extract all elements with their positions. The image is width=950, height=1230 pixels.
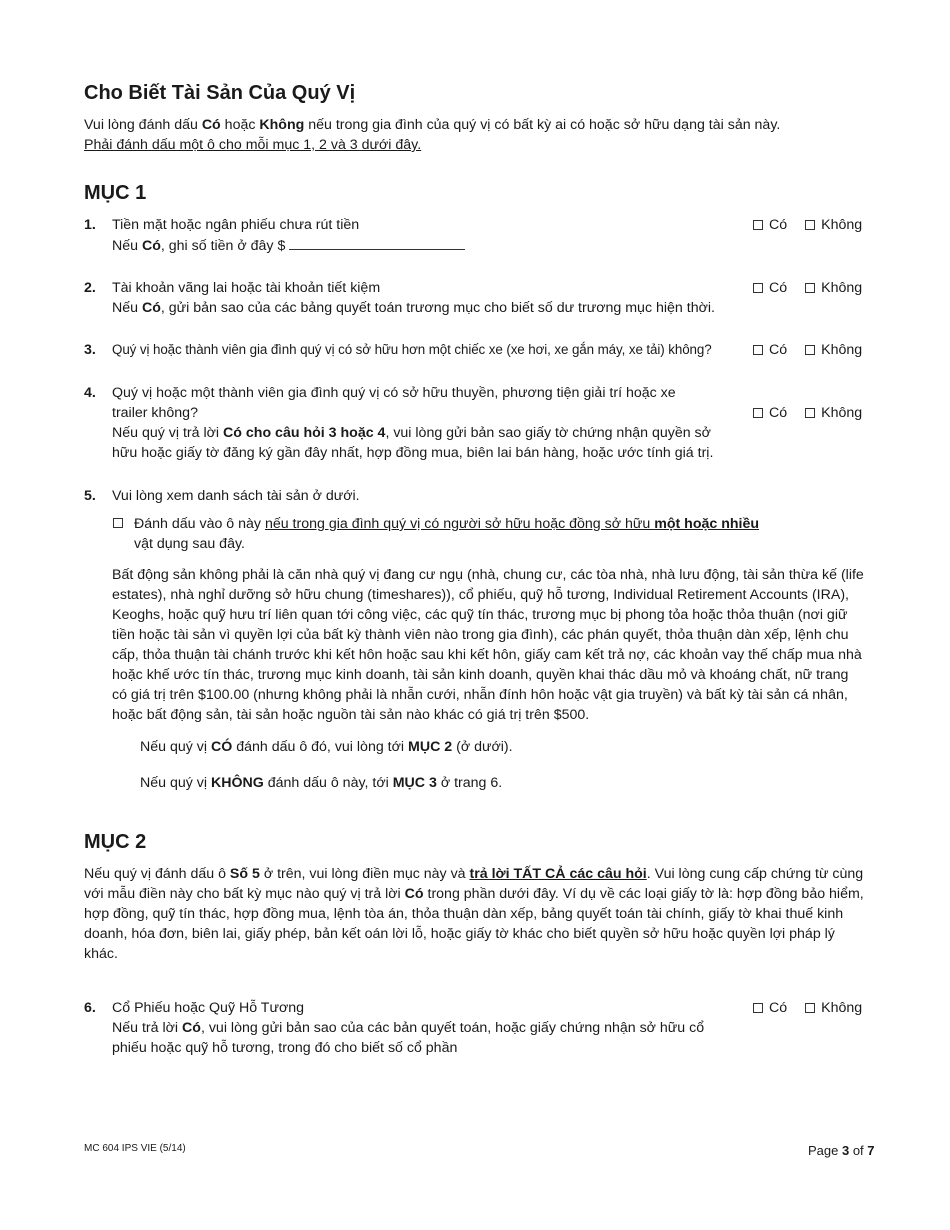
question-6-options — [753, 998, 862, 1018]
question-2-text — [112, 278, 762, 318]
option-label: Có — [769, 405, 788, 421]
q1-text: , ghi số tiền ở đây $ — [160, 238, 286, 254]
q1-yes: Có — [141, 238, 161, 254]
page-of: of — [849, 1143, 868, 1158]
question-6-number: 6. — [84, 1000, 96, 1016]
q5-text: Nếu quý vị — [140, 775, 211, 791]
question-4-number: 4. — [84, 385, 96, 401]
question-3-number: 3. — [84, 342, 96, 358]
s2-text: trong phần dưới đây. Ví dụ về các loại giấy tờ là: hợp đồng bảo hiểm, hợp đồng, quỹ tín thác, hợp đồng mua, lệnh tòa án, thỏa thuận dàn xếp, bảng quyết toán tài chính, giấy tờ khai thuế kinh doanh, hóa đơn, biên lai, giấy phép, bản kết oán lời lỗ, hoặc giấy tờ khác cho biết quyền sở hữu hoặc quyền lợi pháp lý khác. — [84, 886, 864, 962]
option-label: Không — [821, 280, 863, 296]
page-number — [808, 1143, 875, 1159]
assets-checkbox-line-1 — [134, 514, 834, 534]
cash-amount-field[interactable] — [289, 235, 465, 250]
checkbox-icon[interactable] — [753, 283, 763, 293]
question-4-text — [112, 383, 762, 463]
question-1-line-2 — [112, 235, 762, 256]
q4-no-option[interactable] — [805, 403, 862, 423]
question-6-line-2 — [112, 1018, 732, 1038]
option-label: Không — [821, 405, 863, 421]
option-label: Có — [769, 280, 788, 296]
question-6-line-3: phiếu hoặc quỹ hỗ tương, trong đó cho biết số cổ phần — [112, 1040, 458, 1056]
option-label: Không — [821, 217, 863, 233]
q6-yes: Có — [182, 1020, 201, 1036]
q6-text: Nếu trả lời — [112, 1020, 183, 1036]
q2-text: Nếu — [112, 300, 142, 316]
q4-text: , vui lòng gửi bản sao giấy tờ chứng nhận quyền sở — [385, 425, 711, 441]
checkbox-icon[interactable] — [805, 345, 815, 355]
s2-bold: Có — [404, 886, 424, 902]
if-yes-instruction — [140, 737, 513, 757]
option-label: Có — [769, 342, 788, 358]
question-1-line-1: Tiền mặt hoặc ngân phiếu chưa rút tiền — [112, 217, 360, 233]
question-5-text: Vui lòng xem danh sách tài sản ở dưới. — [112, 488, 360, 504]
q5-bold: MỤC 2 — [408, 739, 453, 755]
q1-no-option[interactable] — [805, 215, 862, 235]
checkbox-icon[interactable] — [753, 220, 763, 230]
checkbox-icon[interactable] — [753, 345, 763, 355]
assets-list-paragraph: Bất động sản không phải là căn nhà quý vị đang cư ngụ (nhà, chung cư, các tòa nhà, nhà lưu động, tài sản thừa kế (life estates), nhà nghỉ dưỡng sở hữu chung (timeshares)), cổ phiếu, quỹ hỗ tương, Individual Retirement Accounts (IRA), Keoghs, hoặc quỹ hưu trí liên quan tới công việc, các quỹ tín thác, trương mục bị phong tỏa hoặc thỏa thuận (nơi giữ tiền hoặc tài sản vì quyền lợi của bất kỳ thành viên nào trong gia đình), các phán quyết, thỏa thuận dàn xếp, lệnh chu cấp, thỏa thuận tài chánh trước khi kết hôn hoặc sau khi kết hôn, giấy cam kết trả nợ, các khoản vay thế chấp mua nhà hoặc khế ước tín thác, trương mục kinh doanh, tài sản kinh doanh, quyền khai thác dầu mỏ và khoáng chất, nữ trang có giá trị trên $100.00 (nhưng không phải là nhẫn cưới, nhẫn đính hôn hoặc vật gia truyền) và bất kỳ tài sản cá nhân, hoặc bất động sản, tài sản hoặc nguồn tài sản nào khác có giá trị trên $500. — [112, 567, 864, 723]
q2-text: , gửi bản sao của các bảng quyết toán trương mục cho biết số dư trương mục hiện thời. — [160, 300, 715, 316]
s2-bold-underlined: trả lời TẤT CẢ các câu hỏi — [469, 866, 647, 882]
question-1-options — [753, 215, 862, 235]
q5-text: (ở dưới). — [452, 739, 513, 755]
section-2-heading: MỤC 2 — [84, 831, 147, 853]
q5-bold: MỤC 3 — [392, 775, 437, 791]
q5-text: đánh dấu ô đó, vui lòng tới — [232, 739, 409, 755]
s2-bold: Số 5 — [229, 866, 260, 882]
checkbox-icon[interactable] — [805, 220, 815, 230]
s2-text: . Vui lòng cung cấp chứng từ cùng với mẫu điền này cho bất kỳ mục nào quý vị trả lời — [84, 866, 864, 902]
q5-text: Đánh dấu vào ô này — [134, 516, 265, 532]
assets-checkbox[interactable] — [113, 518, 123, 528]
q1-yes-option[interactable] — [753, 215, 787, 235]
q5-bold: CÓ — [210, 739, 233, 755]
q2-yes-option[interactable] — [753, 278, 787, 298]
page-label: Page — [808, 1143, 842, 1158]
intro-text: nếu trong gia đình của quý vị có bất kỳ ai có hoặc sở hữu dạng tài sản này. — [304, 117, 781, 133]
q5-bold: KHÔNG — [210, 775, 264, 791]
question-3-options — [753, 340, 862, 360]
question-4-line-4: hữu hoặc giấy tờ đăng ký gần đây nhất, hợp đồng mua, biên lai bán hàng, hoặc ước tính giá trị. — [112, 445, 714, 461]
checkbox-icon[interactable] — [805, 1003, 815, 1013]
form-id: MC 604 IPS VIE (5/14) — [84, 1143, 186, 1154]
q4-text: Nếu quý vị trả lời — [112, 425, 224, 441]
intro-text: hoặc — [220, 117, 260, 133]
intro-no: Không — [259, 117, 305, 133]
q2-yes: Có — [141, 300, 161, 316]
option-label: Có — [769, 217, 788, 233]
question-2-line-2 — [112, 298, 762, 318]
intro-yes: Có — [201, 117, 221, 133]
question-2-line-1: Tài khoản vãng lai hoặc tài khoản tiết kiệm — [112, 280, 381, 296]
intro-line-2: Phải đánh dấu một ô cho mỗi mục 1, 2 và 3 dưới đây. — [84, 137, 422, 153]
s2-text: Nếu quý vị đánh dấu ô — [84, 866, 230, 882]
option-label: Không — [821, 342, 863, 358]
q3-yes-option[interactable] — [753, 340, 787, 360]
checkbox-icon[interactable] — [753, 1003, 763, 1013]
page-current: 3 — [841, 1143, 850, 1158]
q4-yes-option[interactable] — [753, 403, 787, 423]
question-1-number: 1. — [84, 217, 96, 233]
question-2-number: 2. — [84, 280, 96, 296]
q5-bold-underlined: một hoặc nhiều — [654, 516, 760, 532]
intro-text: Vui lòng đánh dấu — [84, 117, 202, 133]
section-1-heading: MỤC 1 — [84, 182, 147, 204]
page-title: Cho Biết Tài Sản Của Quý Vị — [84, 82, 356, 104]
q5-underlined: nếu trong gia đình quý vị có người sở hữu hoặc đồng sở hữu — [264, 516, 655, 532]
s2-text: ở trên, vui lòng điền mục này và — [259, 866, 470, 882]
q2-no-option[interactable] — [805, 278, 862, 298]
option-label: Có — [769, 1000, 788, 1016]
assets-checkbox-line-2: vật dụng sau đây. — [134, 536, 245, 552]
q5-text: Nếu quý vị — [140, 739, 211, 755]
checkbox-icon[interactable] — [805, 408, 815, 418]
q1-text: Nếu — [112, 238, 142, 254]
question-5-number: 5. — [84, 488, 96, 504]
q5-text: ở trang 6. — [436, 775, 503, 791]
question-4-options — [753, 403, 862, 423]
q5-text: đánh dấu ô này, tới — [263, 775, 393, 791]
q6-no-option[interactable] — [805, 998, 862, 1018]
question-6-line-1: Cổ Phiếu hoặc Quỹ Hỗ Tương — [112, 1000, 305, 1016]
section-2-paragraph — [84, 864, 866, 964]
q4-bold: Có cho câu hỏi 3 hoặc 4 — [223, 425, 386, 441]
option-label: Không — [821, 1000, 863, 1016]
page-total: 7 — [867, 1143, 875, 1158]
assets-checkbox-label — [134, 514, 834, 554]
question-2-options — [753, 278, 862, 298]
question-4-line-1: Quý vị hoặc một thành viên gia đình quý vị có sở hữu thuyền, phương tiện giải trí hoặc xe — [112, 385, 676, 401]
question-4-line-2: trailer không? — [112, 405, 198, 421]
q3-no-option[interactable] — [805, 340, 862, 360]
if-no-instruction — [140, 773, 502, 793]
q6-yes-option[interactable] — [753, 998, 787, 1018]
intro-line-1 — [84, 115, 884, 135]
checkbox-icon[interactable] — [753, 408, 763, 418]
question-6-text — [112, 998, 732, 1058]
question-1-text — [112, 215, 762, 256]
question-3-text: Quý vị hoặc thành viên gia đình quý vị có sở hữu hơn một chiếc xe (xe hơi, xe gắn máy, xe tải) không? — [112, 342, 712, 357]
question-4-line-3 — [112, 423, 762, 443]
checkbox-icon[interactable] — [805, 283, 815, 293]
q6-text: , vui lòng gửi bản sao của các bản quyết toán, hoặc giấy chứng nhận sở hữu cổ — [200, 1020, 705, 1036]
